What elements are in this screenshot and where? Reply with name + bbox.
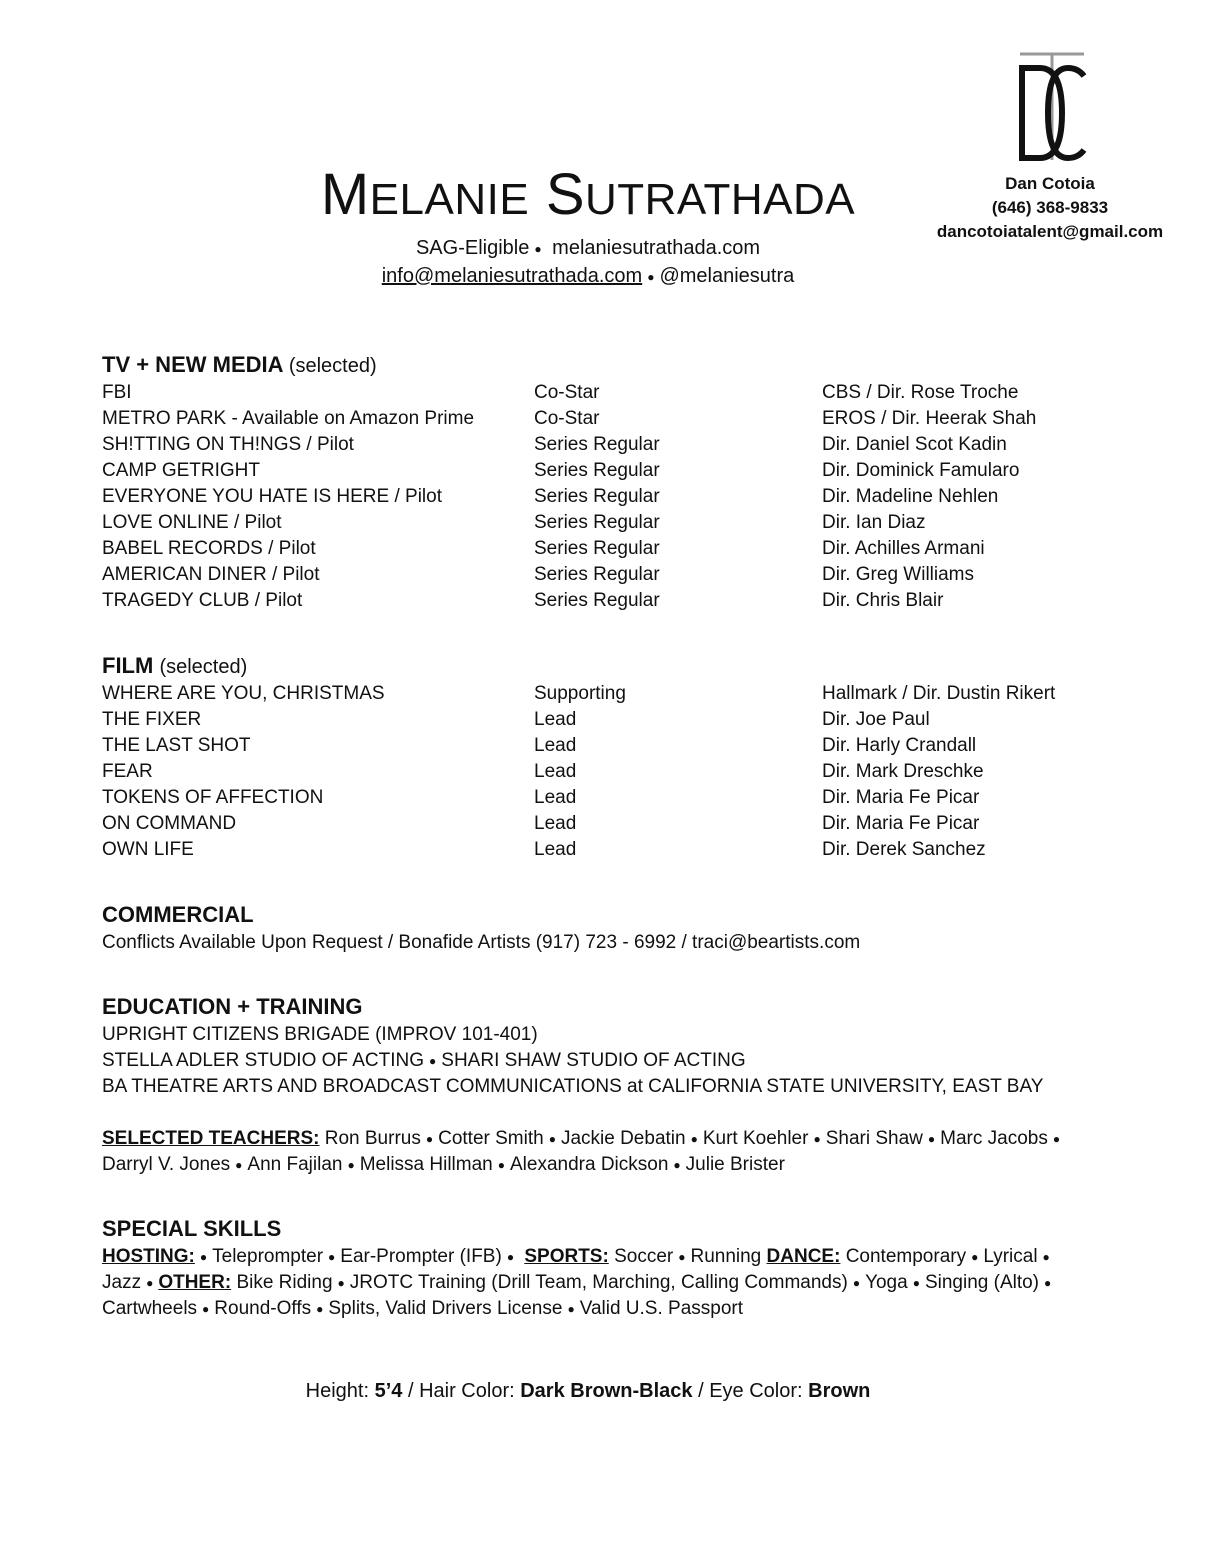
- hair-value: Dark Brown-Black: [520, 1380, 693, 1402]
- credit-role: Series Regular: [534, 460, 660, 481]
- credit-role: Series Regular: [534, 538, 660, 559]
- credit-director: Dir. Achilles Armani: [822, 538, 985, 559]
- credit-role: Co-Star: [534, 382, 600, 403]
- credit-row: [102, 458, 1102, 484]
- credit-row: [102, 811, 1102, 837]
- credit-director: Dir. Maria Fe Picar: [822, 813, 980, 834]
- credit-project: TOKENS OF AFFECTION: [102, 787, 324, 808]
- credit-role: Lead: [534, 735, 577, 756]
- bullet-icon: ●: [199, 1250, 208, 1264]
- contact-line-1: [0, 234, 1176, 263]
- teacher-name: Cotter Smith: [438, 1128, 544, 1150]
- bullet-icon: ●: [1052, 1132, 1061, 1147]
- agent-name: Dan Cotoia: [1005, 174, 1095, 193]
- credit-project: CAMP GETRIGHT: [102, 460, 260, 481]
- skill-item: Running: [690, 1246, 762, 1268]
- credit-director: Dir. Ian Diaz: [822, 512, 926, 533]
- commercial-text: Conflicts Available Upon Request / Bonafide Artists (917) 723 - 6992 / traci@beartists.com: [102, 932, 861, 953]
- skills-section: [102, 1214, 1102, 1322]
- skill-item: Bike Riding: [236, 1272, 333, 1294]
- tv-title: TV + NEW MEDIA: [102, 352, 283, 377]
- bullet-icon: ●: [347, 1158, 355, 1173]
- film-title: FILM: [102, 653, 154, 678]
- credit-project: SH!TTING ON TH!NGS / Pilot: [102, 434, 354, 455]
- credit-row: [102, 406, 1102, 432]
- actor-name: [0, 160, 1176, 235]
- skills-line-2: [102, 1270, 1102, 1296]
- hair-label: / Hair Color:: [407, 1380, 515, 1402]
- agent-email: dancotoiatalent@gmail.com: [936, 222, 1164, 241]
- height-label: Height:: [305, 1380, 370, 1402]
- teacher-name: Kurt Koehler: [702, 1128, 809, 1150]
- credit-row: [102, 588, 1102, 614]
- bullet-icon: ●: [647, 269, 655, 284]
- skill-item: Cartwheels: [102, 1298, 198, 1320]
- credit-role: Lead: [534, 813, 577, 834]
- credit-row: [102, 837, 1102, 863]
- credit-project: FEAR: [102, 761, 153, 782]
- credit-row: [102, 510, 1102, 536]
- credit-project: METRO PARK - Available on Amazon Prime: [102, 408, 475, 429]
- credit-row: [102, 380, 1102, 406]
- bullet-icon: ●: [927, 1132, 936, 1147]
- agent-phone: (646) 368-9833: [991, 198, 1109, 217]
- teachers-line-2: [102, 1152, 1102, 1178]
- bullet-icon: ●: [425, 1132, 434, 1147]
- credit-project: TRAGEDY CLUB / Pilot: [102, 590, 303, 611]
- credit-director: Dir. Mark Dreschke: [822, 761, 984, 782]
- bullet-icon: ●: [1044, 1276, 1052, 1291]
- credit-project: LOVE ONLINE / Pilot: [102, 512, 282, 533]
- credit-row: [102, 484, 1102, 510]
- credit-director: Dir. Chris Blair: [822, 590, 944, 611]
- credit-role: Co-Star: [534, 408, 600, 429]
- teacher-name: Melissa Hillman: [359, 1154, 493, 1176]
- bullet-icon: ●: [971, 1250, 979, 1264]
- credit-project: THE FIXER: [102, 709, 202, 730]
- skill-item: Soccer: [614, 1246, 674, 1268]
- credit-director: Dir. Derek Sanchez: [822, 839, 986, 860]
- section-heading: [102, 350, 1102, 380]
- union-status: SAG-Eligible: [415, 237, 530, 259]
- skill-item: Yoga: [865, 1272, 908, 1294]
- credit-role: Series Regular: [534, 512, 660, 533]
- teacher-name: Ann Fajilan: [247, 1154, 343, 1176]
- credit-row: [102, 562, 1102, 588]
- name-initial-last: S: [545, 162, 585, 227]
- bullet-icon: ●: [328, 1250, 336, 1264]
- bullet-icon: ●: [912, 1276, 920, 1291]
- tv-qualifier: (selected): [288, 355, 377, 377]
- hosting-label: HOSTING:: [102, 1246, 195, 1268]
- skills-line-3: [102, 1296, 1102, 1322]
- credit-project: AMERICAN DINER / Pilot: [102, 564, 320, 585]
- eye-value: Brown: [808, 1380, 871, 1402]
- education-line: [102, 1048, 1102, 1074]
- skill-item: Valid U.S. Passport: [579, 1298, 744, 1320]
- teacher-name: Marc Jacobs: [940, 1128, 1048, 1150]
- bullet-icon: ●: [497, 1158, 505, 1173]
- credit-role: Lead: [534, 761, 577, 782]
- bullet-icon: ●: [567, 1302, 575, 1317]
- credit-row: [102, 707, 1102, 733]
- section-heading: [102, 651, 1102, 681]
- eye-label: / Eye Color:: [698, 1380, 803, 1402]
- skill-item: Ear-Prompter (IFB): [340, 1246, 502, 1268]
- teacher-name: Ron Burrus: [324, 1128, 421, 1150]
- credit-project: BABEL RECORDS / Pilot: [102, 538, 316, 559]
- film-qualifier: (selected): [159, 656, 248, 678]
- skill-item: Teleprompter: [212, 1246, 324, 1268]
- email-link[interactable]: info@melaniesutrathada.com: [381, 265, 643, 287]
- credit-director: EROS / Dir. Heerak Shah: [822, 408, 1037, 429]
- dance-label: DANCE:: [766, 1246, 841, 1268]
- name-initial-first: M: [320, 162, 370, 227]
- credit-row: [102, 536, 1102, 562]
- bullet-icon: ●: [235, 1158, 243, 1173]
- credit-project: FBI: [102, 382, 132, 403]
- teachers-label: SELECTED TEACHERS:: [102, 1128, 320, 1150]
- skill-item: Singing (Alto): [924, 1272, 1040, 1294]
- contact-line-2: [0, 262, 1176, 291]
- commercial-section: [102, 900, 1102, 956]
- credit-project: WHERE ARE YOU, CHRISTMAS: [102, 683, 385, 704]
- credit-role: Series Regular: [534, 434, 660, 455]
- credit-row: [102, 432, 1102, 458]
- skill-item: Contemporary: [845, 1246, 967, 1268]
- credit-row: [102, 759, 1102, 785]
- website-link[interactable]: melaniesutrathada.com: [552, 237, 761, 259]
- height-value: 5’4: [374, 1380, 403, 1402]
- bullet-icon: ●: [678, 1250, 686, 1264]
- credit-role: Series Regular: [534, 486, 660, 507]
- skill-item: Splits, Valid Drivers License: [328, 1298, 563, 1320]
- credit-director: Dir. Maria Fe Picar: [822, 787, 980, 808]
- teacher-name: Jackie Debatin: [560, 1128, 686, 1150]
- credit-row: [102, 733, 1102, 759]
- credit-role: Lead: [534, 787, 577, 808]
- teacher-name: Julie Brister: [685, 1154, 785, 1176]
- section-heading: COMMERCIAL: [102, 902, 254, 927]
- bullet-icon: ●: [548, 1132, 556, 1147]
- teacher-name: Shari Shaw: [825, 1128, 923, 1150]
- name-rest-last: UTRATHADA: [585, 175, 856, 224]
- film-section: [102, 651, 1102, 863]
- bullet-icon: ●: [146, 1276, 154, 1291]
- bullet-icon: ●: [1042, 1250, 1050, 1264]
- credit-project: THE LAST SHOT: [102, 735, 251, 756]
- credit-project: ON COMMAND: [102, 813, 237, 834]
- credit-role: Supporting: [534, 683, 626, 704]
- tv-section: [102, 350, 1102, 614]
- bullet-icon: ●: [813, 1132, 821, 1147]
- credit-director: Dir. Greg Williams: [822, 564, 975, 585]
- teachers-line-1: [102, 1126, 1102, 1152]
- skill-item: Jazz: [102, 1272, 142, 1294]
- school-name: STELLA ADLER STUDIO OF ACTING: [102, 1050, 425, 1072]
- bullet-icon: ●: [506, 1250, 515, 1264]
- credit-director: Dir. Joe Paul: [822, 709, 930, 730]
- dc-monogram-logo: [1010, 50, 1090, 165]
- bullet-icon: ●: [690, 1132, 698, 1147]
- credit-project: OWN LIFE: [102, 839, 194, 860]
- teacher-name: Darryl V. Jones: [102, 1154, 231, 1176]
- credit-row: [102, 681, 1102, 707]
- credit-director: Dir. Dominick Famularo: [822, 460, 1020, 481]
- skill-item: Round-Offs: [214, 1298, 312, 1320]
- credit-project: EVERYONE YOU HATE IS HERE / Pilot: [102, 486, 442, 507]
- bullet-icon: ●: [534, 241, 542, 256]
- skills-line-1: [102, 1244, 1102, 1270]
- credit-director: Dir. Madeline Nehlen: [822, 486, 999, 507]
- bullet-icon: ●: [202, 1302, 210, 1317]
- sports-label: SPORTS:: [524, 1246, 609, 1268]
- bullet-icon: ●: [673, 1158, 681, 1173]
- name-rest-first: ELANIE: [369, 175, 530, 224]
- teacher-name: Alexandra Dickson: [509, 1154, 669, 1176]
- other-label: OTHER:: [158, 1272, 232, 1294]
- school-name: SHARI SHAW STUDIO OF ACTING: [441, 1050, 746, 1072]
- credit-director: Dir. Harly Crandall: [822, 735, 977, 756]
- bullet-icon: ●: [316, 1302, 324, 1317]
- credit-role: Lead: [534, 709, 577, 730]
- section-heading: SPECIAL SKILLS: [102, 1216, 282, 1241]
- bullet-icon: ●: [852, 1276, 861, 1291]
- section-heading: EDUCATION + TRAINING: [102, 994, 363, 1019]
- skill-item: JROTC Training (Drill Team, Marching, Calling Commands): [349, 1272, 848, 1294]
- skill-item: Lyrical: [983, 1246, 1038, 1268]
- credit-director: Hallmark / Dir. Dustin Rikert: [822, 683, 1056, 704]
- credit-role: Series Regular: [534, 564, 660, 585]
- education-section: [102, 992, 1102, 1178]
- education-line: BA THEATRE ARTS AND BROADCAST COMMUNICATIONS at CALIFORNIA STATE UNIVERSITY, EAST BAY: [102, 1076, 1044, 1098]
- education-line: UPRIGHT CITIZENS BRIGADE (IMPROV 101-401): [102, 1024, 538, 1045]
- social-handle: @melaniesutra: [659, 265, 795, 287]
- bullet-icon: ●: [337, 1276, 345, 1291]
- credit-row: [102, 785, 1102, 811]
- bullet-icon: ●: [429, 1054, 437, 1068]
- credit-role: Lead: [534, 839, 577, 860]
- credit-director: CBS / Dir. Rose Troche: [822, 382, 1019, 403]
- credit-role: Series Regular: [534, 590, 660, 611]
- physical-stats: [0, 1377, 1176, 1405]
- credit-director: Dir. Daniel Scot Kadin: [822, 434, 1007, 455]
